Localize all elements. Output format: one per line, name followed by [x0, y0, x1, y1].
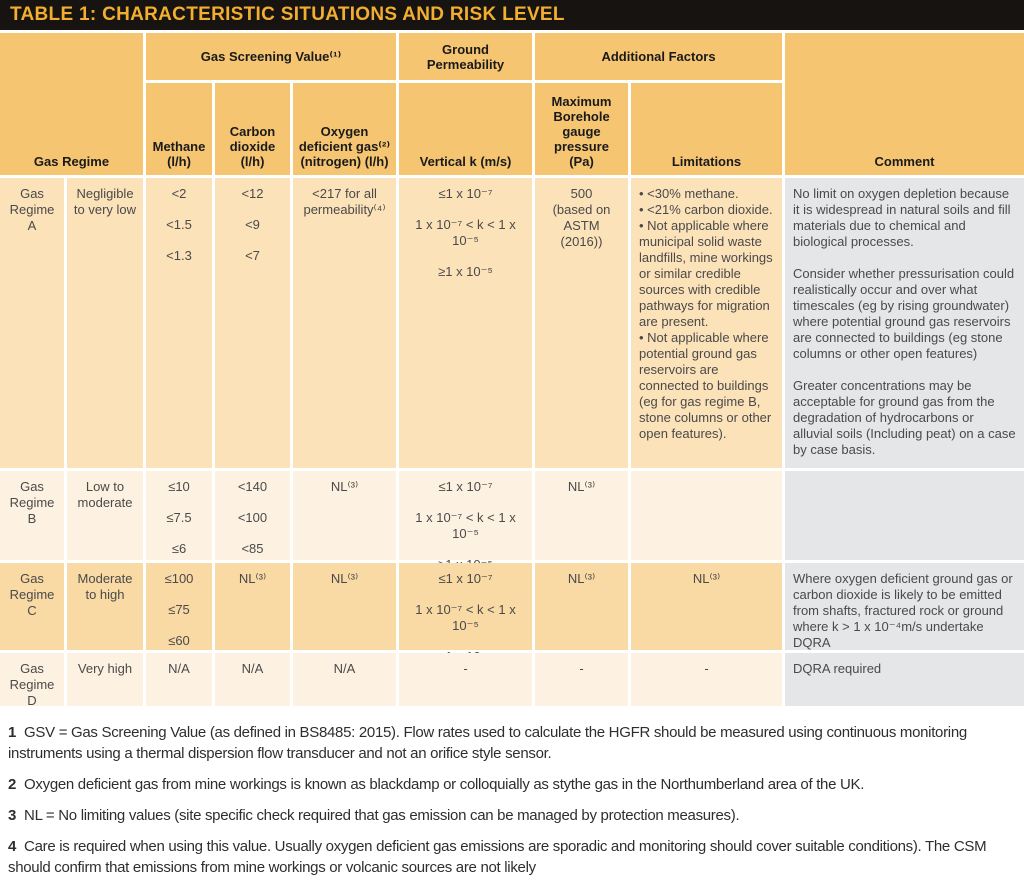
rowC-comment — [785, 563, 1024, 650]
footnote-text: Oxygen deficient gas from mine workings is known as blackdamp or colloquially as stythe gas in the Northumberland area of the UK. — [24, 776, 865, 793]
footnotes — [0, 706, 1024, 878]
rowC-oxygen: NL⁽³⁾ — [293, 563, 396, 650]
value-line: <7 — [245, 248, 260, 263]
rowB-oxygen: NL⁽³⁾ — [293, 471, 396, 560]
rowD-risk: Very high — [67, 653, 143, 706]
value-line: <12 — [241, 186, 264, 201]
value-line: <9 — [245, 217, 260, 232]
footnote-text: GSV = Gas Screening Value (as defined in BS8485: 2015). Flow rates used to calculate the HGFR should be measured using continuous monitoring instruments using a thermal dispersion flow transducer and not an orifice style sensor. — [8, 724, 967, 762]
comment-paragraph: Consider whether pressurisation could realistically occur and over what timescales (eg by rising groundwater) where potential ground gas reservoirs are connected to buildings (eg stone columns or other open features) — [793, 266, 1015, 361]
limitation-item: • <21% carbon dioxide. — [639, 202, 773, 217]
comment-paragraph: No limit on oxygen depletion because it is widespread in natural soils and fill materials due to chemical and biological processes. — [793, 186, 1011, 249]
comment-paragraph: Greater concentrations may be acceptable for ground gas from the degradation of hydrocarbons or alluvial soils (Including peat) on a case by case basis. — [793, 378, 1016, 457]
header-gas-regime: Gas Regime — [0, 33, 143, 175]
value-line: ≤6 — [171, 541, 187, 556]
rowB-pressure: NL⁽³⁾ — [535, 471, 628, 560]
table-title: TABLE 1: CHARACTERISTIC SITUATIONS AND RISK LEVEL — [10, 4, 565, 25]
rowB-vertical-k — [399, 471, 532, 560]
limitation-item: • Not applicable where municipal solid waste landfills, mine workings or similar credible sources with credible pathways for migration are present. — [639, 218, 773, 329]
value-line: <2 — [171, 186, 187, 201]
rowA-vertical-k — [399, 178, 532, 468]
rowC-vertical-k — [399, 563, 532, 650]
value-line: ≤60 — [168, 633, 190, 648]
rowA-oxygen: <217 for all permeability⁽⁴⁾ — [293, 178, 396, 468]
rowC-methane — [146, 563, 212, 650]
value-line: ≤1 x 10⁻⁷ — [438, 571, 493, 586]
footnote-2 — [8, 774, 1016, 795]
value-line: ≤100 — [164, 571, 194, 586]
rowC-pressure: NL⁽³⁾ — [535, 563, 628, 650]
header-gas-screening-value: Gas Screening Value⁽¹⁾ — [146, 33, 396, 80]
rowB-co2 — [215, 471, 290, 560]
rowA-pressure — [535, 178, 628, 468]
footnote-number: 1 — [8, 724, 17, 741]
limitation-item: • <30% methane. — [639, 186, 739, 201]
comment-paragraph: Where oxygen deficient ground gas or carbon dioxide is likely to be emitted from shafts, fractured rock or ground where k > 1 x 10⁻⁴m/s undertake DQRA — [793, 571, 1013, 650]
rowC-limitations: NL⁽³⁾ — [631, 563, 782, 650]
rowD-co2: N/A — [215, 653, 290, 706]
value-line: ≤1 x 10⁻⁷ — [438, 479, 493, 494]
value-line: ≤7.5 — [166, 510, 192, 525]
rowD-oxygen: N/A — [293, 653, 396, 706]
rowB-methane — [146, 471, 212, 560]
value-line: <1.3 — [166, 248, 192, 263]
value-line: 1 x 10⁻⁷ < k < 1 x 10⁻⁵ — [415, 217, 516, 248]
rowB-limitations — [631, 471, 782, 560]
rowB-comment — [785, 471, 1024, 560]
rowA-comment — [785, 178, 1024, 468]
header-oxygen-deficient-gas: Oxygen deficient gas⁽²⁾ (nitrogen) (l/h) — [293, 83, 396, 175]
footnote-number: 2 — [8, 776, 17, 793]
rowB-regime: Gas Regime B — [0, 471, 64, 560]
rowC-regime: Gas Regime C — [0, 563, 64, 650]
header-max-borehole-pressure: Maximum Borehole gauge pressure (Pa) — [535, 83, 628, 175]
value-line: 1 x 10⁻⁷ < k < 1 x 10⁻⁵ — [415, 510, 516, 541]
footnote-4 — [8, 836, 1016, 878]
header-methane: Methane (l/h) — [146, 83, 212, 175]
value-line: ≤10 — [168, 479, 190, 494]
value-line: ≤1 x 10⁻⁷ — [438, 186, 493, 201]
limitation-item: • Not applicable where potential ground gas reservoirs are connected to buildings (eg for gas regime B, stone columns or other open features). — [639, 330, 772, 441]
risk-level-table — [0, 33, 1024, 706]
table-title-bar — [0, 0, 1024, 30]
rowD-limitations: - — [631, 653, 782, 706]
header-ground-permeability: Ground Permeability — [399, 33, 532, 80]
value-line: <100 — [237, 510, 268, 525]
rowA-risk: Negligible to very low — [67, 178, 143, 468]
footnote-3 — [8, 805, 1016, 826]
value-line: (based on — [552, 202, 611, 217]
rowC-co2: NL⁽³⁾ — [215, 563, 290, 650]
value-line: 1 x 10⁻⁷ < k < 1 x 10⁻⁵ — [415, 602, 516, 633]
header-additional-factors: Additional Factors — [535, 33, 782, 80]
rowA-co2 — [215, 178, 290, 468]
rowD-pressure: - — [535, 653, 628, 706]
rowB-risk: Low to moderate — [67, 471, 143, 560]
value-line: <1.5 — [166, 217, 192, 232]
rowD-methane: N/A — [146, 653, 212, 706]
value-line: (2016)) — [560, 234, 603, 249]
value-line: ≥1 x 10⁻⁵ — [438, 264, 493, 279]
rowA-methane — [146, 178, 212, 468]
value-line: <140 — [237, 479, 268, 494]
footnote-1 — [8, 722, 1016, 764]
value-line: <85 — [241, 541, 264, 556]
rowD-regime: Gas Regime D — [0, 653, 64, 706]
rowD-comment: DQRA required — [785, 653, 1024, 706]
footnote-text: NL = No limiting values (site specific check required that gas emission can be managed by protection measures). — [24, 807, 740, 824]
header-comment: Comment — [785, 33, 1024, 175]
value-line: ASTM — [563, 218, 600, 233]
footnote-number: 3 — [8, 807, 17, 824]
footnote-text: Care is required when using this value. Usually oxygen deficient gas emissions are sporadic and monitoring should cover suitable conditions). The CSM should confirm that emissions from mine workings or volcanic sources are not likely — [8, 838, 987, 876]
header-limitations: Limitations — [631, 83, 782, 175]
value-line: ≤75 — [168, 602, 190, 617]
rowC-risk: Moderate to high — [67, 563, 143, 650]
rowA-limitations — [631, 178, 782, 468]
header-vertical-k: Vertical k (m/s) — [399, 83, 532, 175]
header-carbon-dioxide: Carbon dioxide (l/h) — [215, 83, 290, 175]
footnote-number: 4 — [8, 838, 17, 855]
value-line: 500 — [570, 186, 593, 201]
rowA-regime: Gas Regime A — [0, 178, 64, 468]
rowD-vertical-k: - — [399, 653, 532, 706]
